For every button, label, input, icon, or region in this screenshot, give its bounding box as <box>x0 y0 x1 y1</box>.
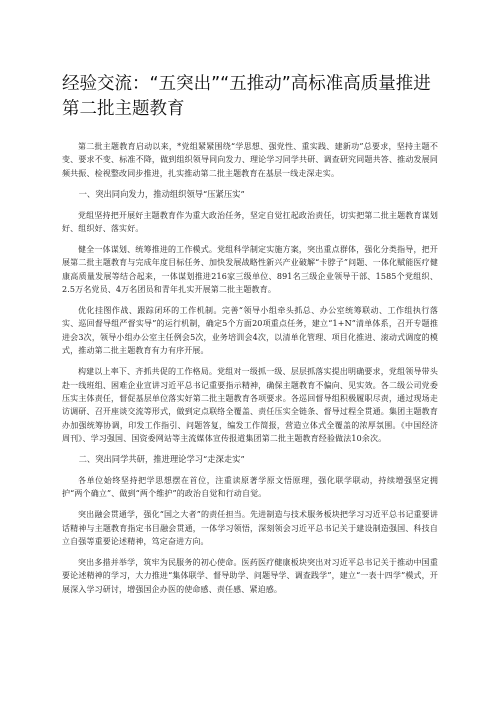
paragraph: 优化挂图作战、跟踪闭环的工作机制。完善“领导小组牵头抓总、办公室统筹联动、工作组执行落实、巡回督导组严督实导”的运行机制，确定5个方面20项重点任务，建立“1+N”清单体系，召开专题推进会3次，领导小组办公室主任例会5次，业务培训会4次，以清单化管理、项目化推进、滚动式调度的模式，推动第二批主题教育有力有序开展。 <box>62 306 438 356</box>
paragraph: 构建以上率下、齐抓共促的工作格局。党组对一级抓一级、层层抓落实提出明确要求，党组领导带头赴一线班组、困难企业宣讲习近平总书记重要指示精神，确保主题教育不偏向、见实效。各二级公司党委压实主体责任，督促基层单位落实好第二批主题教育各项要求。各巡回督导组积极履职尽责，通过现场走访调研、召开座谈交流等形式，做到定点联络全覆盖、责任压实全链条、督导过程全贯通。集团主题教育办加强统筹协调，印发工作指引、问题答复，编发工作简报，营造立体式全覆盖的浓厚氛围。《中国经济周刊》、学习强国、国资委网站等主流媒体宣传报道集团第二批主题教育经验做法10余次。 <box>62 367 438 444</box>
paragraph: 突出多措并举学，筑牢为民服务的初心使命。医药医疗健康板块突出对习近平总书记关于推动中国重要论述精神的学习，大力推进“集体联学、督导助学、问题导学、调查践学”，建立“一表十四学”模式，开展深入学习研讨，增强国企办医的使命感、责任感、紧迫感。 <box>62 558 438 594</box>
paragraph: 健全一体谋划、统筹推进的工作模式。党组科学制定实施方案，突出重点群体，强化分类指导，把开展第二批主题教育与完成年度目标任务、加快发展战略性新兴产业破解“卡脖子”问题、一体化赋能医疗健康高质量发展等结合起来，一体谋划推进216家三级单位、891名三级企业领导干部、1585个党组织、2.5万名党员、4万名团员和青年扎实开展第二批主题教育。 <box>62 244 438 295</box>
paragraph: 突出融会贯通学，强化“国之大者”的责任担当。先进制造与技术服务板块把学习习近平总书记重要讲话精神与主题教育指定书目融会贯通，一体学习领悟，深刻领会习近平总书记关于建设制造强国、科技自立自强等重要论述精神，笃定奋进方向。 <box>62 510 438 547</box>
document-title: 经验交流：“五突出”“五推动”高标准高质量推进第二批主题教育 <box>62 74 431 119</box>
paragraph: 各单位始终坚持把学思想摆在首位，注重读原著学原文悟原理，强化联学联动，持续增强坚定拥护“两个确立”、做到“两个维护”的政治自觉和行动自觉。 <box>62 476 438 499</box>
paragraph: 党组坚持把开展好主题教育作为重大政治任务，坚定自觉扛起政治责任，切实把第二批主题教育谋划好、组织好、落实好。 <box>62 210 438 234</box>
section-heading: 二、突出同学共研，推进理论学习“走深走实” <box>78 454 245 465</box>
section-heading: 一、突出同向发力，推动组织领导“压紧压实” <box>78 188 245 199</box>
paragraph: 第二批主题教育启动以来，*党组紧紧围绕“学思想、强党性、重实践、建新功”总要求，坚持主题不变、要求不变、标准不降，做到组织领导同向发力、理论学习同学共研、调查研究同题共答、推动发展同频共振、检视整改同步推进，扎实推动第二批主题教育在基层一线走深走实。 <box>62 142 438 178</box>
